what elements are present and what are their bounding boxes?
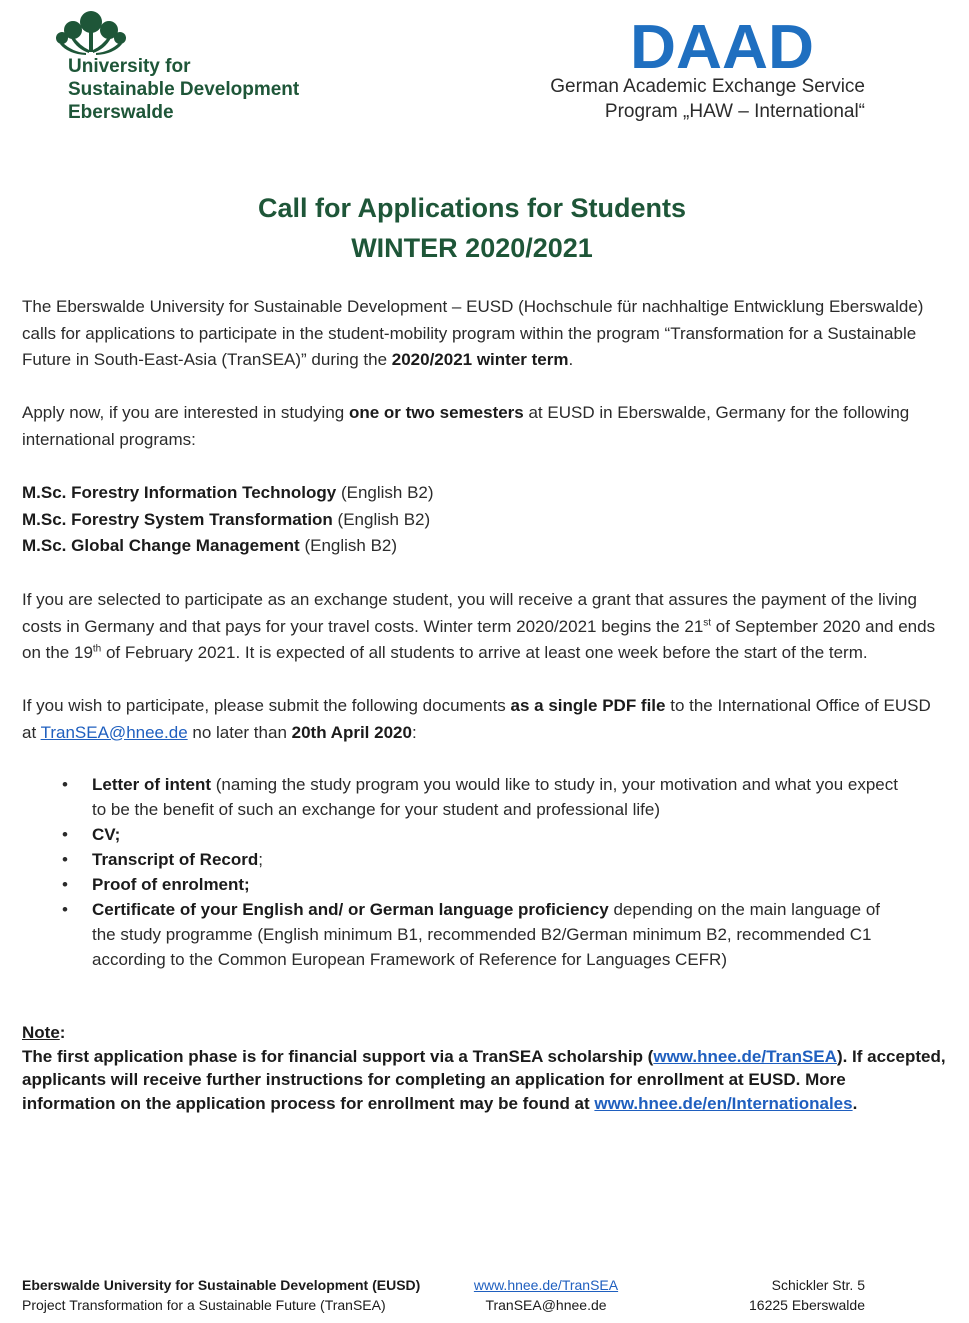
apply-paragraph [22, 400, 946, 453]
text-line: international programs: [22, 429, 196, 449]
note-heading [22, 1021, 952, 1045]
program-name: M.Sc. Forestry Information Technology [22, 483, 337, 502]
daad-line: German Academic Exchange Service [550, 76, 865, 97]
footer-contact [470, 1276, 622, 1315]
text-line [22, 614, 946, 641]
text-line [22, 640, 946, 667]
bullet-icon: • [62, 775, 68, 794]
program-language-level: (English B2) [336, 483, 434, 502]
program-language-level: (English B2) [299, 536, 398, 556]
document-name: Certificate of your English and/ or German language proficiency [92, 900, 609, 919]
document-name: CV; [92, 825, 121, 844]
internationales-link[interactable]: www.hnee.de/en/Internationales [594, 1093, 853, 1113]
text-run: . [568, 350, 574, 369]
daad-logo [630, 16, 814, 72]
program-name: M.Sc. Global Change Management [22, 536, 300, 556]
semesters-emphasis: one or two semesters [348, 403, 524, 422]
bullet-icon: • [62, 900, 68, 919]
deadline-emphasis: 20th April 2020 [291, 722, 412, 742]
submit-paragraph [22, 693, 946, 746]
text-line [22, 1045, 952, 1069]
ordinal-suffix: st [703, 616, 712, 628]
document-name: Letter of intent [92, 775, 211, 794]
list-item [22, 847, 902, 872]
winter-term-emphasis: 2020/2021 winter term [391, 350, 569, 369]
text-run: to the International Office of EUSD [665, 696, 931, 715]
text-run: on the 19 [22, 643, 93, 662]
note-section [22, 1021, 952, 1115]
document-description: (naming the study program you would like to study in, your motivation and what you expect to be the benefit of such an exchange for your student and professional life) [92, 775, 898, 819]
program-item [22, 507, 434, 534]
text-run: no later than [187, 722, 292, 742]
text-run: : [411, 722, 417, 742]
program-item [22, 480, 434, 507]
document-name: Proof of enrolment; [92, 875, 250, 894]
footer-project-name: Project Transformation for a Sustainable Future (TranSEA) [22, 1296, 386, 1313]
transea-email-link[interactable]: TranSEA@hnee.de [40, 722, 188, 742]
text-run: : [59, 1023, 66, 1042]
text-line [22, 347, 946, 374]
footer-email: TranSEA@hnee.de [485, 1296, 607, 1313]
text-line: applicants will receive further instructions for completing an application for enrollment at EUSD. More [22, 1070, 846, 1089]
university-name-line: Sustainable Development [68, 79, 300, 100]
list-item [22, 822, 902, 847]
footer-street: Schickler Str. 5 [771, 1277, 865, 1293]
document-name: Transcript of Record [92, 850, 259, 869]
university-name-line: Eberswalde [68, 102, 174, 123]
footer-institution-name: Eberswalde University for Sustainable Development (EUSD) [22, 1277, 421, 1293]
document-subtitle: WINTER 2020/2021 [351, 233, 593, 263]
document-description: ; [258, 850, 263, 869]
daad-logo-text: DAAD [630, 16, 814, 72]
text-run: costs in Germany and that pays for your travel costs. Winter term 2020/2021 begins the 21 [22, 616, 704, 636]
note-label: Note [22, 1023, 60, 1042]
text-line [22, 1092, 952, 1116]
ordinal-suffix: th [92, 643, 102, 655]
university-tree-logo [56, 10, 126, 56]
university-name-line: University for [68, 56, 191, 77]
footer-city: 16225 Eberswalde [749, 1296, 865, 1313]
program-item [22, 533, 434, 560]
pdf-emphasis: as a single PDF file [510, 696, 666, 715]
text-run: information on the application process for enrollment may be found at [22, 1093, 595, 1113]
document-title: Call for Applications for Students [257, 193, 687, 223]
daad-line: Program „HAW – International“ [604, 101, 865, 122]
bullet-icon: • [62, 825, 68, 844]
intro-paragraph [22, 294, 946, 374]
text-run: of September 2020 and ends [711, 616, 936, 636]
text-line [22, 693, 946, 720]
text-line [22, 720, 946, 747]
text-run: ). If accepted, [836, 1046, 946, 1066]
text-line: If you are selected to participate as an exchange student, you will receive a grant that assures the payment of the living [22, 590, 917, 609]
bullet-icon: • [62, 850, 68, 869]
list-item [22, 872, 902, 897]
text-line [22, 400, 946, 427]
program-language-level: (English B2) [332, 509, 431, 529]
university-name [68, 55, 299, 124]
text-run: at [22, 722, 41, 742]
text-line: calls for applications to participate in the student-mobility program within the program “Transformation for a Sustainable [22, 323, 917, 343]
text-run: at EUSD in Eberswalde, Germany for the following [523, 403, 910, 422]
footer-website-link[interactable]: www.hnee.de/TranSEA [473, 1277, 619, 1293]
document-description: depending on the main language of the study programme (English minimum B1, recommended B2/German minimum B2, recommended C1 according to the Common European Framework of Reference for Languages CEFR) [92, 900, 880, 969]
text-run: . [852, 1093, 858, 1113]
list-item [22, 772, 902, 822]
footer-institution [22, 1276, 420, 1315]
text-line: The Eberswalde University for Sustainable Development – EUSD (Hochschule für nachhaltige Entwicklung Eberswalde) [22, 297, 924, 316]
text-run: If you wish to participate, please submit the following documents [22, 696, 511, 715]
text-run: of February 2021. It is expected of all students to arrive at least one week before the start of the term. [101, 643, 868, 662]
footer-address [749, 1276, 865, 1315]
program-list [22, 480, 434, 560]
text-run: The first application phase is for financial support via a TranSEA scholarship ( [22, 1046, 654, 1066]
daad-program-text [550, 74, 865, 124]
required-documents-list [22, 772, 902, 972]
list-item [22, 897, 902, 972]
bullet-icon: • [62, 875, 68, 894]
grant-paragraph [22, 587, 946, 667]
program-name: M.Sc. Forestry System Transformation [22, 509, 333, 529]
transea-website-link[interactable]: www.hnee.de/TranSEA [653, 1046, 837, 1066]
text-run: Apply now, if you are interested in studying [22, 403, 349, 422]
text-run: Future in South-East-Asia (TranSEA)” during the [22, 350, 392, 369]
